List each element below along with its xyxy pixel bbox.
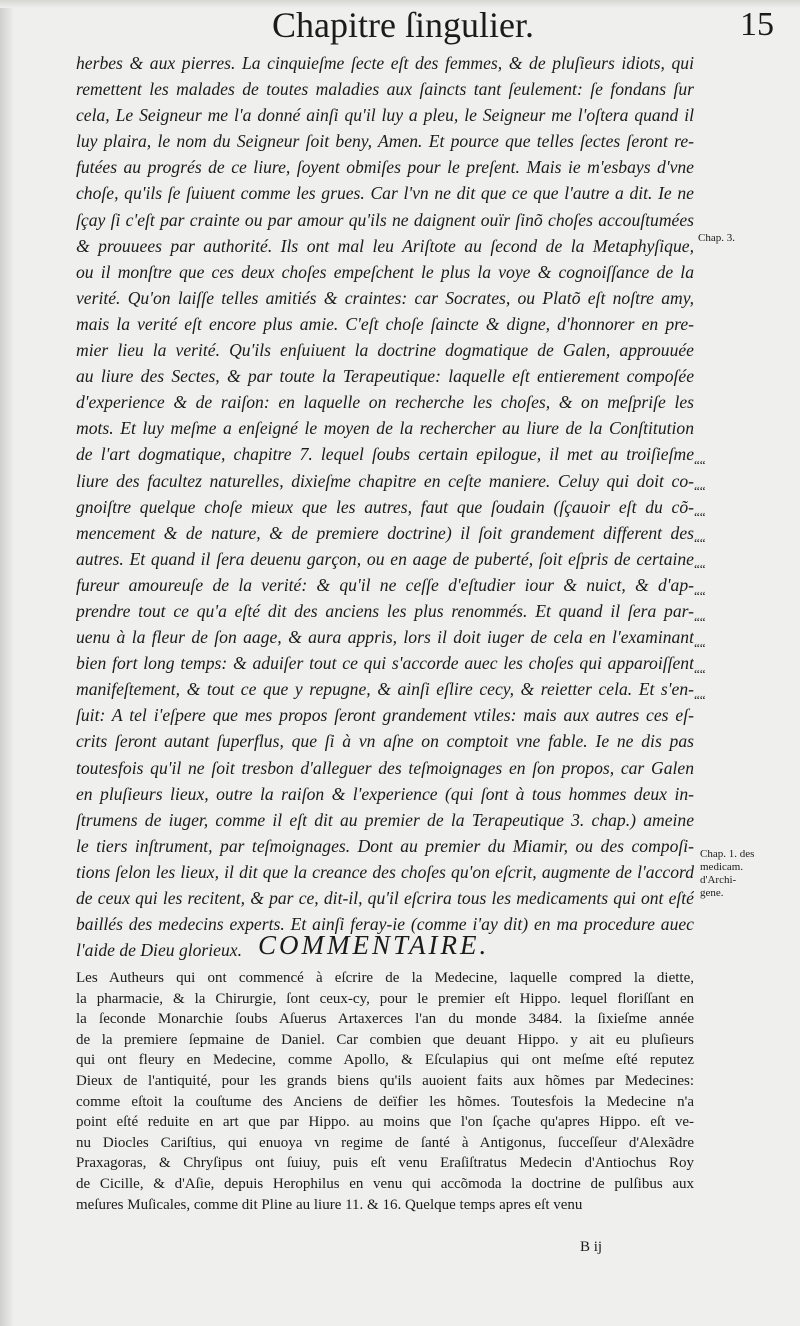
quote-mark: ““ xyxy=(694,587,706,603)
scan-shadow-left xyxy=(0,0,14,1326)
text-line: luy plaira, le nom du Seigneur ſoit beny, Amen. Et pource que telles ſectes ſeront re- xyxy=(76,131,694,152)
commentary-heading: COMMENTAIRE. xyxy=(258,930,490,960)
text-line: en pluſieurs lieux, outre la raiſon & l'experience (qui ſont à tous hommes deux in- xyxy=(76,783,694,804)
quote-mark: ““ xyxy=(694,639,706,655)
quote-mark: ““ xyxy=(694,613,706,629)
text-line: d'experience & de raiſon: en laquelle on recherche les choſes, & on meſpriſe les xyxy=(76,392,694,413)
text-line: prendre tout ce qu'a eſté dit des anciens les plus renommés. Et quand il ſera par- xyxy=(76,600,694,621)
quote-mark: ““ xyxy=(694,457,706,472)
commentary-line: Dieux de l'antiquité, pour les grands biens qu'ils auoient faits aux hõmes par Medecines: xyxy=(76,1072,694,1089)
text-line: le tiers inſtrument, par teſmoignages. Dont au premier du Miamir, ou des compoſi- xyxy=(76,835,694,856)
text-line: remettent les malades de toutes maladies aux ſaincts tant ſeulement: ſe fondans ſur xyxy=(76,79,694,100)
commentary-line: nu Diocles Cariſtius, qui enuoya vn regime de ſanté à Antigonus, ſucceſſeur d'Alexãdre xyxy=(76,1134,694,1151)
signature-mark: B ij xyxy=(580,1239,603,1255)
text-line: l'aide de Dieu glorieux. xyxy=(76,940,242,961)
text-line: fureur amoureuſe de la verité: & qu'il ne ceſſe d'eſtudier iour & nuict, & d'ap- xyxy=(76,574,694,595)
text-line: mencement & de nature, & de premiere doctrine) il ſoit grandement different des xyxy=(76,522,694,543)
commentary-text-block xyxy=(76,968,694,1215)
text-line: uenu à la fleur de ſon aage, & aura appris, lors il doit iuger de cela en l'examinant xyxy=(76,627,694,648)
quote-mark: ““ xyxy=(694,535,706,551)
commentary-line: la ſeconde Monarchie ſoubs Aſuerus Artaxerces l'an du monde 3484. la ſixieſme année xyxy=(76,1011,694,1028)
margin-note-line: medicam. xyxy=(700,861,744,873)
text-line: liure des facultez naturelles, dixieſme chapitre en ceſte maniere. Celuy qui doit co- xyxy=(76,470,694,491)
text-line: de ceux qui les recitent, & par ce, dit-il, qu'il eſcrira tous les medicaments qui ont eſté xyxy=(76,888,694,908)
text-line: bien fort long temps: & aduiſer tout ce qui s'accorde auec les choſes qui apparoiſſent xyxy=(76,653,694,674)
text-line: choſe, qu'ils ſe ſuiuent comme les grues. Car l'vn ne dit que ce que l'autre a dit. Ie ne xyxy=(76,183,694,204)
margin-note-medicam xyxy=(700,848,754,900)
text-line: toutesfois qu'il ne ſoit tresbon d'alleguer des teſmoignages en ſon propos, car Galen xyxy=(76,757,694,778)
text-line: gnoiſtre quelque choſe mieux que les autres, faut que ſoudain (ſçauoir eſt du cõ- xyxy=(76,496,694,517)
text-line: mier lieu la verité. Qu'ils enſuiuent la doctrine dogmatique de Galen, approuuée xyxy=(76,340,694,361)
quote-mark: ““ xyxy=(694,483,706,499)
commentary-line: Les Autheurs qui ont commencé à eſcrire de la Medecine, laquelle compred la diette, xyxy=(76,970,694,986)
margin-note-chap3: Chap. 3. xyxy=(698,232,735,244)
commentary-line: comme eſtoit la couſtume des Anciens de deïfier les hõmes. Toutesfois la Medecine n'a xyxy=(76,1093,694,1110)
margin-note-line: Chap. 1. des xyxy=(700,848,755,860)
quote-mark: ““ xyxy=(694,509,706,525)
text-line: verité. Qu'on laiſſe telles amitiés & craintes: car Socrates, ou Platõ eſt noſtre amy, xyxy=(76,287,694,308)
text-line: futées au progrés de ce liure, ſoyent obmiſes pour le preſent. Mais ie m'esbays d'vne xyxy=(76,157,694,178)
text-line: crits ſeront autant ſuperflus, que ſi à vn aſne on comptoit vne fable. Ie ne dis pas xyxy=(76,731,694,752)
main-text-block xyxy=(76,50,694,963)
quote-mark: ““ xyxy=(694,561,706,577)
text-line: autres. Et quand il ſera deuenu garçon, ou en aage de puberté, ſoit eſpris de certaine xyxy=(76,548,694,569)
commentary-line: point eſté reduite en art que par Hippo. au moins que l'on ſçache qu'apres Hippo. eſt ve- xyxy=(76,1114,694,1131)
text-line: au liure des Sectes, & par toute la Terapeutique: laquelle eſt entierement compoſée xyxy=(76,366,694,387)
text-line: tions ſelon les lieux, il dit que la creance des choſes qu'on eſcrit, augmente de l'accord xyxy=(76,861,694,882)
text-line: ſçay ſi c'eſt par crainte ou par amour qu'ils ne daignent ouïr ſinõ choſes accouſtumées xyxy=(76,209,694,230)
text-line: & prouuees par authorité. Ils ont mal leu Ariſtote au ſecond de la Metaphyſique, xyxy=(76,235,694,256)
quote-mark: ““ xyxy=(694,691,706,707)
commentary-line: la pharmacie, & la Chirurgie, ſont ceux-cy, pour le premier eſt Hippo. lequel floriſſant en xyxy=(76,990,694,1007)
text-line: mais la verité eſt encore plus amie. C'eſt choſe ſaincte & digne, d'honnorer en pre- xyxy=(76,313,694,334)
commentary-line: de la premiere ſepmaine de Daniel. Car combien que deuant Hippo. y ait eu pluſieurs xyxy=(76,1031,694,1048)
text-line: manifeſtement, & tout ce que y repugne, & ainſi eſlire cecy, & reietter cela. Et s'en- xyxy=(76,679,694,700)
text-line: herbes & aux pierres. La cinquieſme ſecte eſt des femmes, & de pluſieurs idiots, qui xyxy=(76,53,694,73)
margin-note-line: d'Archi- xyxy=(700,874,737,886)
margin-note-line: gene. xyxy=(700,887,724,899)
text-line: baillés des medecins experts. Et ainſi feray-ie (comme i'ay dit) en ma procedure auec xyxy=(76,914,694,935)
commentary-line: qui ont fleury en Medecine, comme Apollo, & Eſculapius qui ont meſme eſté reputez xyxy=(76,1052,694,1069)
commentary-line: de Cicille, & d'Aſie, depuis Herophilus en venu qui accõmoda la doctrine de pulſibus aux xyxy=(76,1175,694,1192)
quote-mark: ““ xyxy=(694,665,706,681)
text-line: mots. Et luy meſme a enſeigné le moyen de la rechercher au liure de la Conſtitution xyxy=(76,418,694,439)
text-line: de l'art dogmatique, chapitre 7. lequel ſoubs certain epilogue, il met au troiſieſme xyxy=(76,444,694,465)
text-line: cela, Le Seigneur me l'a donné ainſi qu'il luy a pleu, le Seigneur me l'oſtera quand il xyxy=(76,105,694,126)
commentary-line: meſures Muſicales, comme dit Pline au liure 11. & 16. Quelque temps apres eſt venu xyxy=(76,1196,583,1213)
page-number: 15 xyxy=(740,6,774,43)
commentary-line: Praxagoras, & Chryſipus ont ſuiuy, puis eſt venu Eraſiſtratus Medecin d'Antiochus Roy xyxy=(76,1155,694,1172)
running-title: Chapitre ſingulier. xyxy=(272,5,534,45)
text-line: ſtrumens de iuger, comme il eſt dit au premier de la Terapeutique 3. chap.) ameine xyxy=(76,809,694,830)
text-line: ſuit: A tel i'eſpere que mes propos ſeront grandement vtiles: mais aux autres ces eſ- xyxy=(76,705,694,726)
text-line: ou il monſtre que ces deux choſes empeſchent le plus la voye & cognoiſſance de la xyxy=(76,261,694,282)
